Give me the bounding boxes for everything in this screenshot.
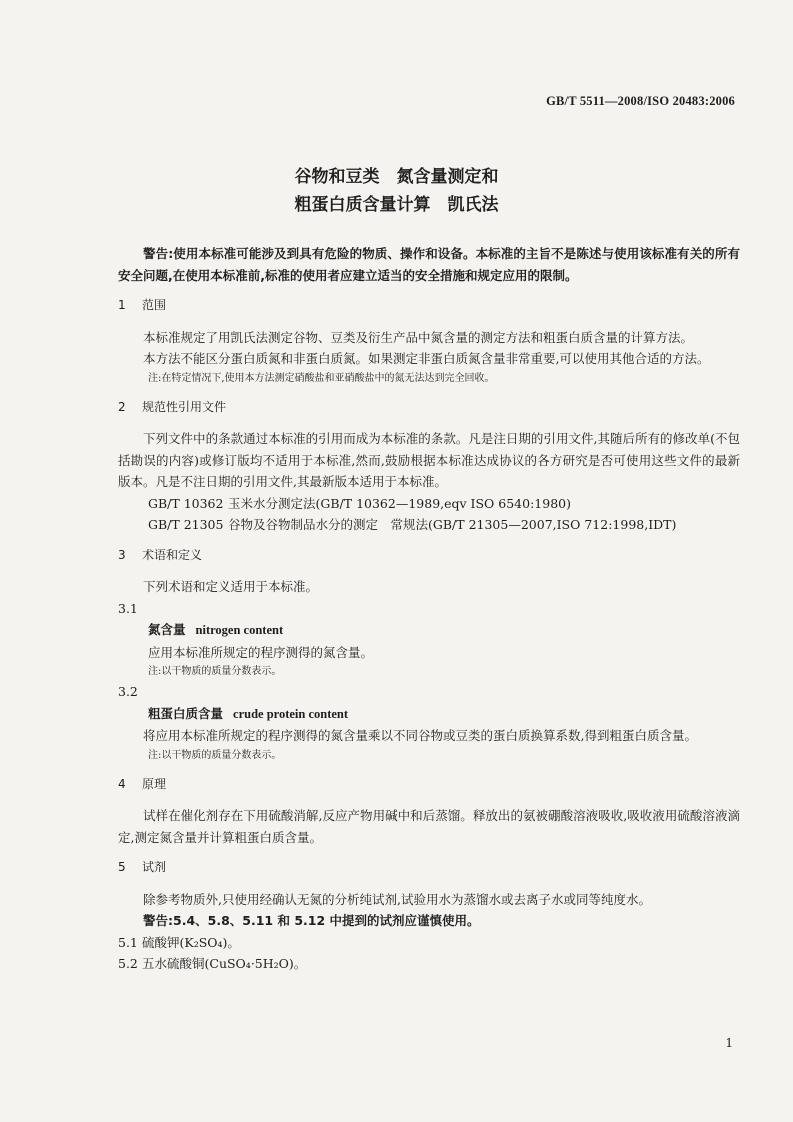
standard-code: GB/T 5511—2008/ISO 20483:2006 (546, 94, 735, 108)
scope-note: 注:在特定情况下,使用本方法测定硝酸盐和亚硝酸盐中的氮无法达到完全回收。 (148, 372, 495, 384)
section-1-heading (118, 295, 740, 317)
reagent-item (118, 953, 740, 975)
reference-code: GB/T 10362 (148, 495, 224, 511)
scope-paragraph-2: 本方法不能区分蛋白质氮和非蛋白质氮。如果测定非蛋白质氮含量非常重要,可以使用其他合适的方法。 (143, 351, 710, 366)
reagent-item (118, 932, 740, 954)
section-title: 范围 (142, 298, 167, 312)
term-number: 3.1 (118, 600, 138, 616)
document-body (118, 243, 740, 975)
warning-paragraph: 警告:使用本标准可能涉及到具有危险的物质、操作和设备。本标准的主旨不是陈述与使用该标准有关的所有安全问题,在使用本标准前,标准的使用者应建立适当的安全措施和规定应用的限制。 (118, 246, 740, 283)
reagent-text: 硫酸钾(K₂SO₄)。 (142, 934, 240, 950)
reference-item (148, 493, 740, 515)
reference-code: GB/T 21305 (148, 517, 224, 532)
section-title: 规范性引用文件 (142, 399, 227, 414)
reagents-paragraph: 除参考物质外,只使用经确认无氮的分析纯试剂,试验用水为蒸馏水或去离子水或同等纯度水。 (143, 891, 651, 907)
term-chinese: 粗蛋白质含量 (148, 705, 224, 721)
term-chinese: 氮含量 (148, 622, 186, 637)
reference-text: 玉米水分测定法(GB/T 10362—1989,eqv ISO 6540:1980) (228, 495, 571, 511)
section-title: 术语和定义 (142, 547, 203, 562)
section-number: 3 (118, 547, 126, 562)
terms-intro: 下列术语和定义适用于本标准。 (143, 579, 319, 594)
section-title: 试剂 (142, 860, 167, 874)
page-number: 1 (725, 1036, 733, 1050)
references-paragraph: 下列文件中的条款通过本标准的引用而成为本标准的条款。凡是注日期的引用文件,其随后所有的修改单(不包括勘误的内容)或修订版均不适用于本标准,然而,鼓励根据本标准达成协议的各方研究是否可使用这些文件的最新版本。凡是不注日期的引用文件,其最新版本适用于本标准。 (118, 431, 740, 489)
term-note: 注:以干物质的质量分数表示。 (148, 749, 282, 761)
section-title: 原理 (142, 776, 167, 791)
section-2-heading (118, 397, 740, 419)
reference-text: 谷物及谷物制品水分的测定 常规法(GB/T 21305—2007,ISO 712:1998,IDT) (228, 517, 677, 532)
reagent-number: 5.2 (118, 956, 138, 971)
section-number: 4 (118, 776, 126, 791)
section-3-heading (118, 545, 740, 567)
principle-paragraph: 试样在催化剂存在下用硫酸消解,反应产物用碱中和后蒸馏。释放出的氨被硼酸溶液吸收,吸收液用硫酸溶液滴定,测定氮含量并计算粗蛋白质含量。 (118, 808, 740, 845)
term-entry (148, 703, 740, 726)
section-number: 1 (118, 298, 126, 312)
document-title-line-1: 谷物和豆类 氮含量测定和 (294, 167, 499, 187)
section-5-heading (118, 857, 740, 879)
term-english: nitrogen content (195, 623, 284, 637)
term-definition: 应用本标准所规定的程序测得的氮含量。 (148, 644, 374, 660)
document-title-line-2: 粗蛋白质含量计算 凯氏法 (294, 195, 499, 215)
term-definition: 将应用本标准所规定的程序测得的氮含量乘以不同谷物或豆类的蛋白质换算系数,得到粗蛋白质含量。 (143, 728, 697, 743)
term-entry (148, 619, 740, 642)
term-note: 注:以干物质的质量分数表示。 (148, 666, 282, 677)
section-number: 5 (118, 860, 126, 874)
term-number: 3.2 (118, 684, 138, 699)
scope-paragraph-1: 本标准规定了用凯氏法测定谷物、豆类及衍生产品中氮含量的测定方法和粗蛋白质含量的计算方法。 (143, 329, 694, 345)
section-4-heading (118, 774, 740, 796)
reagents-warning: 警告:5.4、5.8、5.11 和 5.12 中提到的试剂应谨慎使用。 (143, 913, 480, 928)
reference-item (148, 514, 740, 536)
reagent-text: 五水硫酸铜(CuSO₄·5H₂O)。 (142, 956, 307, 971)
term-english: crude protein content (233, 706, 349, 721)
section-number: 2 (118, 399, 126, 414)
reagent-number: 5.1 (118, 934, 138, 950)
